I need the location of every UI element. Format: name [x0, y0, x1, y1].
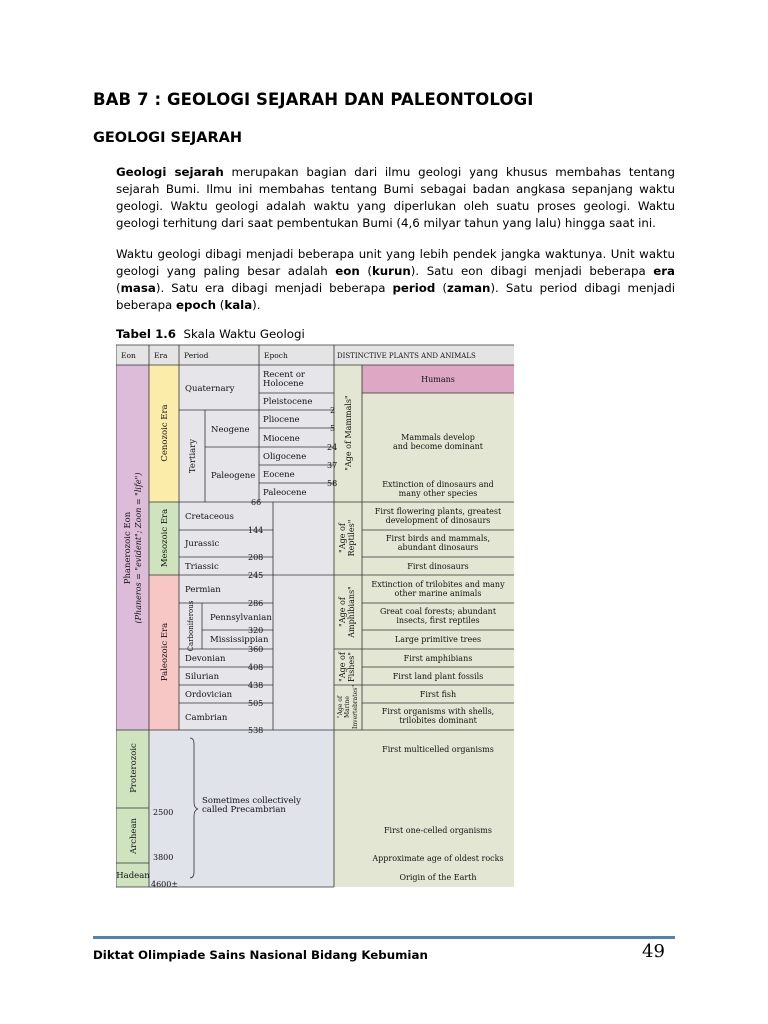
- header-life: DISTINCTIVE PLANTS AND ANIMALS: [337, 352, 476, 360]
- life-shells: trilobites dominant: [399, 716, 477, 725]
- p2-term: eon: [335, 264, 360, 278]
- page-title: BAB 7 : GEOLOGI SEJARAH DAN PALEONTOLOGI: [93, 90, 534, 109]
- section-heading: GEOLOGI SEJARAH: [93, 130, 243, 146]
- age-label: 505: [248, 699, 264, 708]
- age-label: 320: [248, 626, 264, 635]
- p2-term: kurun: [371, 264, 411, 278]
- header-epoch: Epoch: [264, 351, 288, 360]
- period-tertiary: Tertiary: [188, 438, 198, 474]
- age-label: 408: [248, 663, 264, 672]
- period-devonian: Devonian: [185, 654, 226, 664]
- p2-text: ). Satu period dibagi menjadi beberapa: [116, 281, 676, 312]
- period-cambrian: Cambrian: [185, 713, 228, 723]
- paragraph-2: [116, 246, 675, 314]
- epoch-paleocene: Paleocene: [263, 488, 307, 498]
- life-first-amphibians: First amphibians: [403, 654, 473, 663]
- table-caption-title: Skala Waktu Geologi: [183, 327, 305, 341]
- header-era: Era: [154, 351, 168, 360]
- age-of-amphibians: Amphibians": [347, 586, 356, 638]
- age-of-fishes: "Age of: [338, 652, 347, 682]
- epoch-pleistocene: Pleistocene: [263, 397, 313, 407]
- epoch-holocene: Holocene: [263, 379, 304, 389]
- p2-text: (: [435, 281, 447, 295]
- p2-term: period: [392, 281, 436, 295]
- sub-pennsylvanian: Pennsylvanian: [210, 613, 272, 623]
- paragraph-1: [116, 164, 675, 232]
- eon-hadean: Hadean: [116, 871, 150, 881]
- period-quaternary: Quaternary: [185, 384, 235, 394]
- p2-term: masa: [120, 281, 156, 295]
- age-of-reptiles: Reptiles": [347, 519, 356, 557]
- period-cretaceous: Cretaceous: [185, 512, 234, 522]
- period-permian: Permian: [185, 585, 221, 595]
- page-number: 49: [642, 941, 665, 962]
- sub-paleogene: Paleogene: [211, 471, 256, 481]
- p2-text: Waktu geologi dibagi menjadi beberapa unit yang lebih pendek jangka waktunya. Unit waktu geologi yang paling besar adalah: [116, 247, 675, 278]
- p2-text: (: [116, 281, 121, 295]
- p2-term: zaman: [446, 281, 491, 295]
- age-label: 37: [327, 461, 338, 470]
- header-eon: Eon: [121, 351, 136, 360]
- age-of-amphibians: "Age of: [338, 597, 347, 627]
- age-label: 360: [248, 645, 264, 654]
- life-trilobite-extinction: Extinction of trilobites and many: [371, 580, 505, 589]
- eon-proterozoic: Proterozoic: [129, 743, 139, 793]
- age-of-marine-invertebrates: Marine: [344, 696, 351, 718]
- life-flowering-plants: development of dinosaurs: [385, 516, 491, 525]
- period-triassic: Triassic: [185, 562, 219, 572]
- age-of-marine-invertebrates: Invertebrates": [352, 684, 359, 730]
- epoch-pliocene: Pliocene: [263, 415, 300, 425]
- period-ordovician: Ordovician: [185, 690, 233, 700]
- footer-rule: [93, 936, 675, 939]
- p2-term: kala: [224, 298, 253, 312]
- era-mesozoic: Mesozoic Era: [160, 508, 170, 568]
- table-caption-label: Tabel 1.6: [116, 327, 176, 341]
- period-silurian: Silurian: [185, 672, 220, 682]
- epoch-eocene: Eocene: [263, 470, 295, 480]
- life-oldest-rocks: Approximate age of oldest rocks: [372, 854, 504, 863]
- life-coal-forests: Great coal forests; abundant: [379, 607, 497, 616]
- age-label: 5: [330, 424, 336, 433]
- age-label: 58: [327, 479, 338, 488]
- p2-term: era: [653, 264, 675, 278]
- eon-archean: Archean: [129, 817, 139, 855]
- life-mammals: Mammals develop: [401, 433, 475, 442]
- life-origin-earth: Origin of the Earth: [399, 873, 477, 882]
- eon-phanerozoic-note: (Phaneros = "evident"; Zoon = "life"): [134, 472, 143, 624]
- age-of-marine-invertebrates: "Age of: [337, 695, 344, 719]
- epoch-oligocene: Oligocene: [263, 452, 307, 462]
- paragraph-1-text: merupakan bagian dari ilmu geologi yang khusus membahas tentang sejarah Bumi. Ilmu ini membahas tentang Bumi sebagai badan angkasa sepanjang waktu geologi. Waktu geologi adalah waktu yang diperlukan oleh suatu proses geologi. Waktu geologi terhitung dari saat pembentukan Bumi (4,6 milyar tahun yang lalu) hingga saat ini.: [116, 165, 675, 230]
- life-trilobite-extinction: other marine animals: [394, 589, 482, 598]
- age-of-fishes: Fishes": [347, 652, 356, 682]
- sub-mississippian: Mississippian: [210, 635, 269, 645]
- age-label: 438: [248, 681, 264, 690]
- sub-neogene: Neogene: [211, 425, 250, 435]
- p2-text: ). Satu eon dibagi menjadi beberapa: [410, 264, 654, 278]
- epoch-recent: Recent or: [263, 370, 305, 380]
- footer-text: Diktat Olimpiade Sains Nasional Bidang Kebumian: [93, 948, 428, 962]
- age-label: 3800: [153, 853, 174, 862]
- life-dinosaur-extinction: Extinction of dinosaurs and: [382, 480, 494, 489]
- table-caption: [116, 327, 305, 341]
- p2-text: (: [216, 298, 225, 312]
- age-label: 2500: [153, 808, 174, 817]
- life-primitive-trees: Large primitive trees: [394, 635, 482, 644]
- age-label: 538: [248, 726, 264, 735]
- term-geologi-sejarah: Geologi sejarah: [116, 165, 224, 179]
- life-first-dinosaurs: First dinosaurs: [407, 562, 469, 571]
- age-label: 4600±: [151, 880, 179, 889]
- life-birds-mammals: abundant dinosaurs: [397, 543, 479, 552]
- epoch-miocene: Miocene: [263, 434, 300, 444]
- precambrian-note-2: called Precambrian: [202, 805, 286, 815]
- p2-text: ).: [252, 298, 261, 312]
- era-paleozoic: Paleozoic Era: [160, 622, 170, 682]
- age-of-mammals: "Age of Mammals": [344, 395, 353, 471]
- period-jurassic: Jurassic: [185, 539, 220, 549]
- p2-term: epoch: [176, 298, 216, 312]
- life-shells: First organisms with shells,: [381, 707, 495, 716]
- life-humans: Humans: [421, 375, 455, 384]
- geologic-time-scale-table: [116, 342, 514, 890]
- life-coal-forests: insects, first reptiles: [396, 616, 480, 625]
- life-birds-mammals: First birds and mammals,: [385, 534, 491, 543]
- life-first-fish: First fish: [419, 690, 457, 699]
- age-label: 24: [327, 443, 338, 452]
- p2-text: ). Satu era dibagi menjadi beberapa: [155, 281, 393, 295]
- life-dinosaur-extinction: many other species: [398, 489, 478, 498]
- life-flowering-plants: First flowering plants, greatest: [374, 507, 502, 516]
- life-land-plants: First land plant fossils: [392, 672, 484, 681]
- p2-text: (: [359, 264, 372, 278]
- precambrian-note-1: Sometimes collectively: [202, 796, 301, 806]
- age-label: 144: [248, 526, 264, 535]
- age-label: 286: [248, 599, 264, 608]
- age-label: 245: [248, 571, 264, 580]
- life-mammals: and become dominant: [393, 442, 483, 451]
- header-period: Period: [184, 351, 209, 360]
- age-label: 2: [330, 406, 336, 415]
- era-cenozoic: Cenozoic Era: [160, 404, 170, 462]
- eon-phanerozoic: Phanerozoic Eon: [123, 511, 133, 585]
- period-carboniferous: Carboniferous: [187, 600, 195, 652]
- age-label: 66: [251, 498, 262, 507]
- age-label: 208: [248, 553, 264, 562]
- age-of-reptiles: "Age of: [338, 523, 347, 553]
- life-multicelled: First multicelled organisms: [382, 745, 494, 754]
- life-one-celled: First one-celled organisms: [384, 826, 492, 835]
